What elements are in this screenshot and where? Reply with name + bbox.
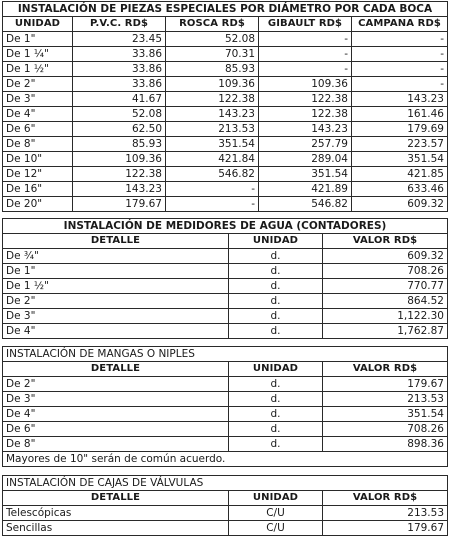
table-row — [3, 182, 448, 197]
cell-unidad: De 12" — [3, 167, 73, 182]
cell-unidad: De 8" — [3, 137, 73, 152]
cell-unidad: d. — [229, 437, 323, 452]
table-row — [3, 377, 448, 392]
cell-pvc: 41.67 — [73, 92, 166, 107]
table-row — [3, 77, 448, 92]
table-row — [3, 152, 448, 167]
cell-rosca: - — [166, 197, 259, 212]
header-rosca: ROSCA RD$ — [166, 17, 259, 32]
cell-campana: - — [352, 47, 448, 62]
cell-unidad: d. — [229, 407, 323, 422]
table-row — [3, 279, 448, 294]
cell-rosca: - — [166, 182, 259, 197]
cell-pvc: 33.86 — [73, 47, 166, 62]
table-row — [3, 137, 448, 152]
header-detalle: DETALLE — [3, 491, 229, 506]
cell-unidad: d. — [229, 294, 323, 309]
table-title-row — [3, 219, 448, 234]
table-row — [3, 324, 448, 339]
cell-pvc: 52.08 — [73, 107, 166, 122]
cell-unidad: d. — [229, 249, 323, 264]
cell-pvc: 143.23 — [73, 182, 166, 197]
cell-pvc: 62.50 — [73, 122, 166, 137]
cell-pvc: 109.36 — [73, 152, 166, 167]
header-unidad: UNIDAD — [229, 362, 323, 377]
cell-detalle: De 2" — [3, 377, 229, 392]
cell-unidad: De 1 ¼" — [3, 47, 73, 62]
cell-rosca: 52.08 — [166, 32, 259, 47]
table-row — [3, 197, 448, 212]
table-row — [3, 32, 448, 47]
cell-pvc: 85.93 — [73, 137, 166, 152]
cell-campana: 421.85 — [352, 167, 448, 182]
cell-unidad: d. — [229, 324, 323, 339]
table-row — [3, 167, 448, 182]
header-detalle: DETALLE — [3, 362, 229, 377]
cell-detalle: De 3" — [3, 392, 229, 407]
cell-unidad: d. — [229, 422, 323, 437]
cell-unidad: d. — [229, 392, 323, 407]
cell-valor: 864.52 — [323, 294, 448, 309]
cell-rosca: 143.23 — [166, 107, 259, 122]
cell-pvc: 33.86 — [73, 62, 166, 77]
cell-valor: 179.67 — [323, 377, 448, 392]
cell-detalle: De 1" — [3, 264, 229, 279]
cell-unidad: d. — [229, 309, 323, 324]
header-valor: VALOR RD$ — [323, 234, 448, 249]
header-pvc: P.V.C. RD$ — [73, 17, 166, 32]
table-row — [3, 294, 448, 309]
header-unidad: UNIDAD — [229, 491, 323, 506]
cell-campana: 633.46 — [352, 182, 448, 197]
mangas-title: INSTALACIÓN DE MANGAS O NIPLES — [3, 347, 448, 362]
header-row — [3, 17, 448, 32]
cajas-table — [2, 475, 448, 536]
cell-detalle: De 1 ½" — [3, 279, 229, 294]
cell-campana: 351.54 — [352, 152, 448, 167]
cell-gibault: 122.38 — [259, 107, 352, 122]
cell-valor: 770.77 — [323, 279, 448, 294]
cell-gibault: 421.89 — [259, 182, 352, 197]
cell-pvc: 179.67 — [73, 197, 166, 212]
cell-unidad: C/U — [229, 506, 323, 521]
cell-pvc: 33.86 — [73, 77, 166, 92]
cell-valor: 351.54 — [323, 407, 448, 422]
note-row — [3, 452, 448, 467]
cell-unidad: De 20" — [3, 197, 73, 212]
cell-campana: - — [352, 62, 448, 77]
table-row — [3, 437, 448, 452]
cell-rosca: 85.93 — [166, 62, 259, 77]
cell-rosca: 213.53 — [166, 122, 259, 137]
cell-campana: - — [352, 77, 448, 92]
table-row — [3, 62, 448, 77]
cell-unidad: d. — [229, 264, 323, 279]
cell-gibault: 257.79 — [259, 137, 352, 152]
cell-gibault: 546.82 — [259, 197, 352, 212]
cell-gibault: 351.54 — [259, 167, 352, 182]
table-row — [3, 107, 448, 122]
cell-detalle: De ¾" — [3, 249, 229, 264]
header-valor: VALOR RD$ — [323, 491, 448, 506]
header-unidad: UNIDAD — [3, 17, 73, 32]
table-row — [3, 422, 448, 437]
cell-detalle: De 3" — [3, 309, 229, 324]
cell-unidad: De 1 ½" — [3, 62, 73, 77]
piezas-title: INSTALACIÓN DE PIEZAS ESPECIALES POR DIÁMETRO POR CADA BOCA — [3, 2, 448, 17]
table-title-row — [3, 476, 448, 491]
table-title-row — [3, 347, 448, 362]
table-row — [3, 249, 448, 264]
cell-rosca: 351.54 — [166, 137, 259, 152]
cell-valor: 1,762.87 — [323, 324, 448, 339]
header-detalle: DETALLE — [3, 234, 229, 249]
cell-valor: 898.36 — [323, 437, 448, 452]
cell-campana: 143.23 — [352, 92, 448, 107]
cell-rosca: 421.84 — [166, 152, 259, 167]
table-row — [3, 392, 448, 407]
cell-gibault: 109.36 — [259, 77, 352, 92]
table-title-row — [3, 2, 448, 17]
table-row — [3, 47, 448, 62]
cell-gibault: 122.38 — [259, 92, 352, 107]
cell-valor: 213.53 — [323, 506, 448, 521]
cell-detalle: De 4" — [3, 324, 229, 339]
table-row — [3, 264, 448, 279]
cell-gibault: - — [259, 32, 352, 47]
cell-unidad: De 2" — [3, 77, 73, 92]
cell-detalle: Telescópicas — [3, 506, 229, 521]
cell-unidad: d. — [229, 377, 323, 392]
cell-detalle: De 4" — [3, 407, 229, 422]
cell-valor: 213.53 — [323, 392, 448, 407]
cell-unidad: d. — [229, 279, 323, 294]
cell-valor: 708.26 — [323, 264, 448, 279]
cajas-title: INSTALACIÓN DE CAJAS DE VÁLVULAS — [3, 476, 448, 491]
cell-valor: 609.32 — [323, 249, 448, 264]
cell-valor: 1,122.30 — [323, 309, 448, 324]
table-row — [3, 407, 448, 422]
cell-valor: 179.67 — [323, 521, 448, 536]
cell-gibault: - — [259, 47, 352, 62]
cell-campana: 609.32 — [352, 197, 448, 212]
table-row — [3, 506, 448, 521]
mangas-table — [2, 346, 448, 467]
cell-campana: 179.69 — [352, 122, 448, 137]
cell-unidad: De 16" — [3, 182, 73, 197]
cell-rosca: 546.82 — [166, 167, 259, 182]
table-row — [3, 122, 448, 137]
header-row — [3, 234, 448, 249]
cell-gibault: 289.04 — [259, 152, 352, 167]
cell-campana: 161.46 — [352, 107, 448, 122]
cell-unidad: De 1" — [3, 32, 73, 47]
table-row — [3, 309, 448, 324]
piezas-especiales-table — [2, 1, 448, 212]
header-gibault: GIBAULT RD$ — [259, 17, 352, 32]
cell-unidad: De 10" — [3, 152, 73, 167]
cell-detalle: Sencillas — [3, 521, 229, 536]
header-row — [3, 491, 448, 506]
header-valor: VALOR RD$ — [323, 362, 448, 377]
medidores-table — [2, 218, 448, 339]
cell-detalle: De 8" — [3, 437, 229, 452]
cell-unidad: C/U — [229, 521, 323, 536]
cell-gibault: - — [259, 62, 352, 77]
cell-campana: 223.57 — [352, 137, 448, 152]
cell-campana: - — [352, 32, 448, 47]
cell-unidad: De 4" — [3, 107, 73, 122]
table-row — [3, 521, 448, 536]
mangas-note: Mayores de 10" serán de común acuerdo. — [3, 452, 448, 467]
table-row — [3, 92, 448, 107]
cell-unidad: De 3" — [3, 92, 73, 107]
cell-gibault: 143.23 — [259, 122, 352, 137]
medidores-title: INSTALACIÓN DE MEDIDORES DE AGUA (CONTADORES) — [3, 219, 448, 234]
cell-detalle: De 6" — [3, 422, 229, 437]
cell-valor: 708.26 — [323, 422, 448, 437]
cell-unidad: De 6" — [3, 122, 73, 137]
cell-rosca: 70.31 — [166, 47, 259, 62]
cell-detalle: De 2" — [3, 294, 229, 309]
cell-rosca: 122.38 — [166, 92, 259, 107]
header-row — [3, 362, 448, 377]
header-unidad: UNIDAD — [229, 234, 323, 249]
cell-pvc: 122.38 — [73, 167, 166, 182]
cell-pvc: 23.45 — [73, 32, 166, 47]
cell-rosca: 109.36 — [166, 77, 259, 92]
header-campana: CAMPANA RD$ — [352, 17, 448, 32]
